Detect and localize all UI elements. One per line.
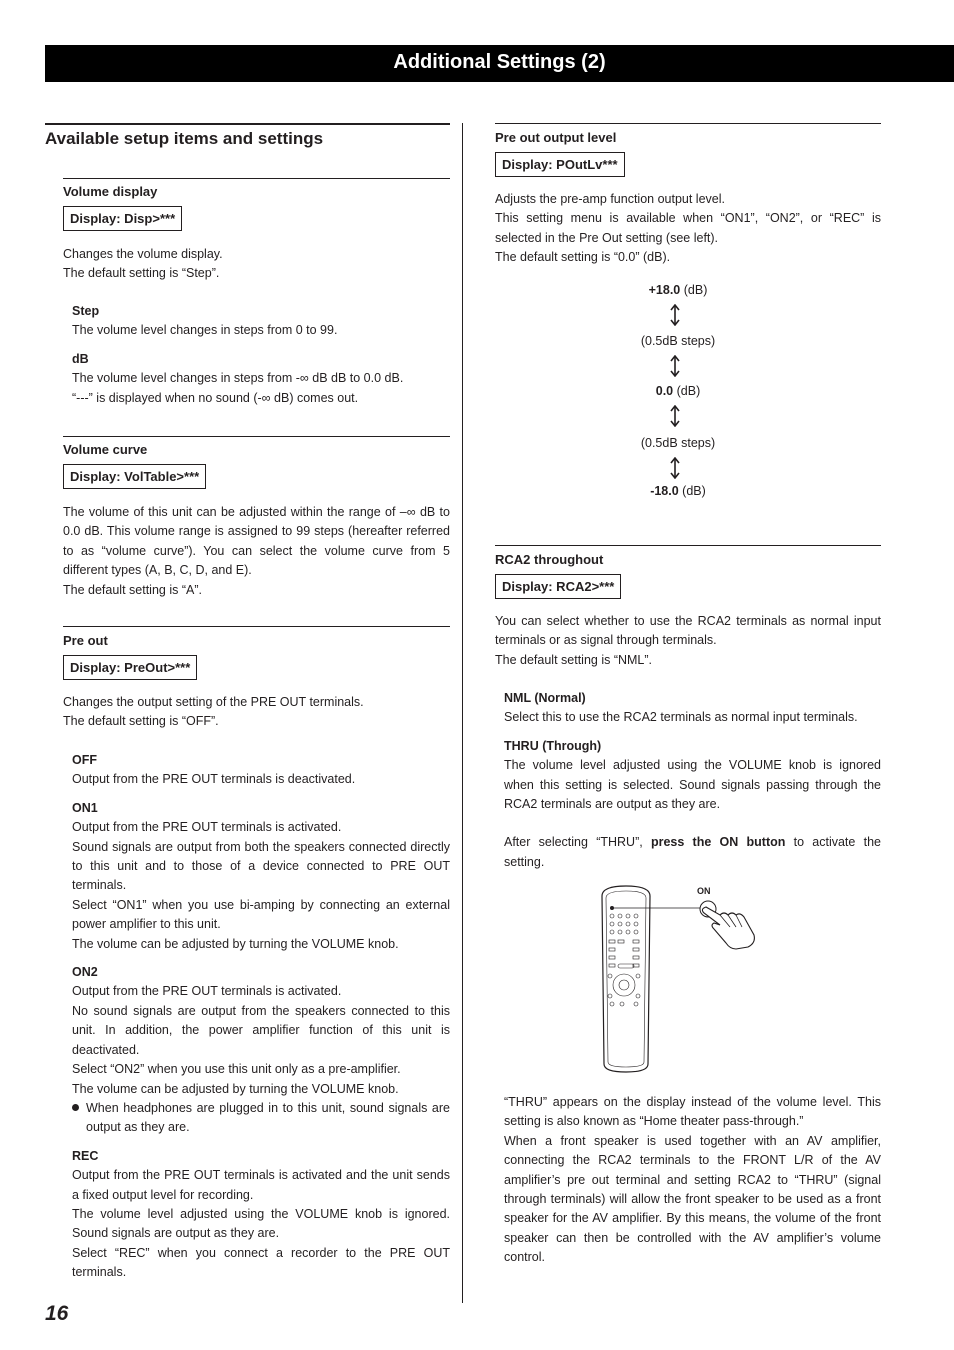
note-text: When headphones are plugged in to this unit, sound signals are output as they are. [86, 1100, 450, 1135]
desc-line: Adjusts the pre-amp function output level. [495, 192, 725, 206]
level-unit: (dB) [676, 384, 701, 398]
desc-line: The default setting is “Step”. [63, 266, 220, 281]
level-min [495, 483, 861, 499]
desc-line: The default setting is “A”. [63, 582, 202, 597]
option-nml-label: NML (Normal) [504, 691, 586, 705]
option-on2-text: Select “ON2” when you use this unit only as a pre-amplifier. [72, 1062, 401, 1077]
option-db-text: “---” is displayed when no sound (-∞ dB) comes out. [72, 390, 359, 405]
pre-out-level-code: Display: POutLv*** [495, 152, 625, 177]
column-divider [462, 123, 463, 1303]
pre-out-options [72, 751, 450, 1283]
double-arrow-icon [669, 355, 681, 377]
option-thru-label: THRU (Through) [504, 738, 602, 753]
desc-line: Changes the volume display. [63, 247, 223, 261]
option-step-text: The volume level changes in steps from 0 to 99. [72, 323, 338, 338]
rca2-desc [495, 612, 881, 670]
rca2-code: Display: RCA2>*** [495, 574, 621, 599]
level-mid [495, 383, 861, 399]
desc-line: You can select whether to use the RCA2 terminals as normal input terminals or as signal through terminals. [495, 614, 881, 648]
desc-line: Changes the output setting of the PRE OUT terminals. [63, 695, 364, 709]
note-text: After selecting “THRU”, [504, 835, 643, 850]
option-on2-text: Output from the PRE OUT terminals is activated. [72, 984, 342, 999]
option-on2-text: The volume can be adjusted by turning the VOLUME knob. [72, 1081, 399, 1096]
pre-out-desc [63, 693, 450, 732]
desc-line: The default setting is “OFF”. [63, 714, 219, 729]
closing-line: When a front speaker is used together with an AV amplifier, connecting the RCA2 terminals to the FRONT L/R of the AV amplifier’s pre out terminal and setting RCA2 to “THRU” (signal through terminals) will allow the front speaker to be used as a front speaker for the AV amplifier. By this means, the volume of the front speaker can then be controlled with the AV amplifier’s volume control. [504, 1133, 881, 1265]
option-step-label: Step [72, 304, 100, 318]
option-on2-label: ON2 [72, 965, 98, 980]
header-banner [45, 45, 954, 82]
on-button-label: ON [697, 886, 711, 896]
level-max-value: +18.0 [648, 283, 681, 297]
volume-display-desc [63, 245, 450, 284]
pre-out-level-desc [495, 190, 881, 268]
option-on2-text: No sound signals are output from the speakers connected to this unit. In addition, the power amplifier function of this unit is deactivated. [72, 1003, 450, 1057]
level-step-lower: (0.5dB steps) [640, 436, 716, 450]
page-number: 16 [45, 1302, 69, 1325]
option-rec-text: The volume level adjusted using the VOLUME knob is ignored. Sound signals are output as they are. [72, 1206, 450, 1241]
option-nml-text: Select this to use the RCA2 terminals as normal input terminals. [504, 710, 858, 725]
item-rule [63, 436, 450, 437]
level-unit: (dB) [683, 283, 708, 297]
option-on1-text: Output from the PRE OUT terminals is activated. [72, 820, 342, 835]
level-max [495, 282, 861, 298]
item-rule [495, 545, 881, 546]
option-db-label: dB [72, 351, 89, 366]
desc-line: The volume of this unit can be adjusted within the range of –∞ dB to 0.0 dB. This volume range is assigned to 99 steps (hereafter referred to as “volume curve”). You can select the volume curve from 5 different types (A, B, C, D, and E). [63, 505, 450, 578]
item-rule [495, 123, 881, 124]
rca2-options [504, 689, 881, 872]
remote-control-illustration [596, 884, 656, 1074]
option-rec-label: REC [72, 1148, 99, 1163]
pre-out-level-heading: Pre out output level [495, 130, 617, 145]
pre-out-heading: Pre out [63, 633, 108, 648]
level-mid-value: 0.0 [655, 384, 674, 398]
volume-curve-desc [63, 503, 450, 600]
option-db-text: The volume level changes in steps from -∞ dB dB to 0.0 dB. [72, 371, 404, 386]
closing-line: “THRU” appears on the display instead of the volume level. This setting is also known as “Home theater pass-through.” [504, 1095, 881, 1129]
bullet-icon [72, 1104, 79, 1111]
option-on1-label: ON1 [72, 800, 98, 815]
pressing-hand-icon [690, 885, 762, 953]
desc-line: This setting menu is available when “ON1”, “ON2”, or “REC” is selected in the Pre Out setting (see left). [495, 211, 881, 245]
option-off-text: Output from the PRE OUT terminals is deactivated. [72, 772, 356, 787]
after-select-note [504, 833, 881, 872]
page-title: Additional Settings (2) [393, 51, 606, 73]
double-arrow-icon [669, 304, 681, 326]
volume-display-heading: Volume display [63, 184, 158, 199]
level-min-value: -18.0 [650, 484, 679, 498]
level-step-upper: (0.5dB steps) [640, 334, 716, 348]
volume-display-code: Display: Disp>*** [63, 206, 182, 231]
volume-display-options [72, 302, 450, 408]
note-text: to activate the setting. [504, 835, 881, 869]
option-on2-note [72, 1099, 450, 1138]
option-on1-text: The volume can be adjusted by turning the VOLUME knob. [72, 936, 399, 951]
desc-line: The default setting is “0.0” (dB). [495, 250, 671, 265]
section-title: Available setup items and settings [45, 129, 324, 148]
rca2-closing [504, 1093, 881, 1268]
item-rule [63, 178, 450, 179]
rca2-heading: RCA2 throughout [495, 552, 604, 567]
section-rule [45, 123, 450, 125]
option-on1-text: Sound signals are output from both the speakers connected directly to this unit and to those of a device connected to PRE OUT terminals. [72, 839, 450, 893]
option-thru-text: The volume level adjusted using the VOLUME knob is ignored when this setting is selected. Sound signals passing through the RCA2 terminals are output as they are. [504, 758, 881, 812]
double-arrow-icon [669, 457, 681, 479]
double-arrow-icon [669, 405, 681, 427]
option-on1-text: Select “ON1” when you use bi-amping by connecting an external power amplifier to this unit. [72, 897, 450, 932]
desc-line: The default setting is “NML”. [495, 652, 653, 667]
volume-curve-code: Display: VolTable>*** [63, 464, 206, 489]
level-unit: (dB) [682, 484, 706, 498]
option-off-label: OFF [72, 753, 97, 767]
pre-out-code: Display: PreOut>*** [63, 655, 197, 680]
volume-curve-heading: Volume curve [63, 442, 148, 457]
option-rec-text: Select “REC” when you connect a recorder to the PRE OUT terminals. [72, 1245, 450, 1280]
option-rec-text: Output from the PRE OUT terminals is activated and the unit sends a fixed output level for recording. [72, 1168, 450, 1202]
on-button-instruction: press the ON button [650, 835, 786, 850]
item-rule [63, 626, 450, 627]
